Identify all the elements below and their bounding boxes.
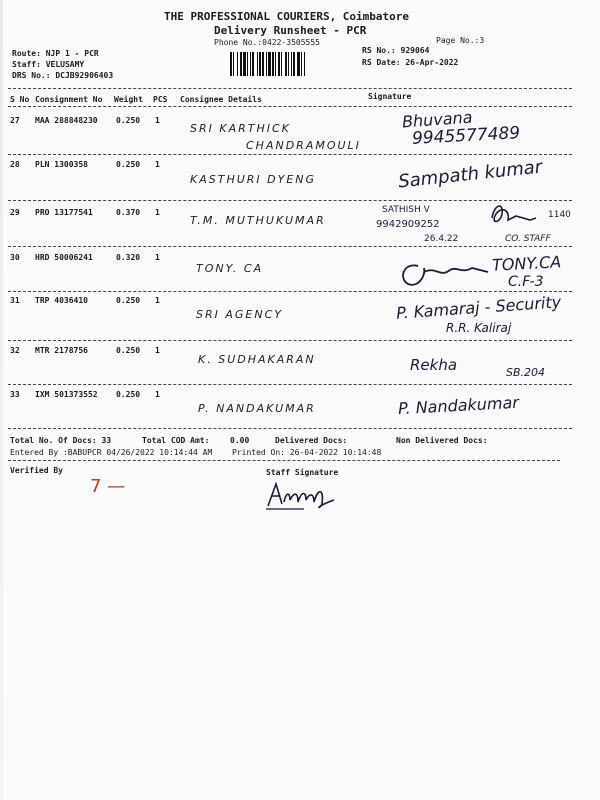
barcode-bar — [250, 52, 251, 76]
row-sno: 31 — [10, 296, 20, 305]
document-title: Delivery Runsheet - PCR — [214, 24, 367, 37]
total-cod-value: 0.00 — [230, 436, 250, 445]
barcode-bar — [237, 52, 238, 76]
row-separator — [8, 384, 572, 385]
row-sno: 27 — [10, 116, 20, 125]
row-weight: 0.250 — [116, 116, 141, 125]
row-signature: P. Kamaraj - Security — [395, 292, 562, 323]
row-weight: 0.370 — [116, 208, 141, 217]
row-signature-floor: C.F-3 — [508, 274, 544, 290]
staff-label: Staff: VELUSAMY — [12, 60, 85, 69]
col-signature: Signature — [368, 92, 412, 101]
row-weight: 0.250 — [116, 346, 141, 355]
barcode-bar — [247, 52, 248, 76]
row-signature: Bhuvana — [401, 107, 474, 132]
row-pcs: 1 — [155, 253, 160, 262]
row-consignment: PLN 1300358 — [35, 160, 88, 169]
col-consignee: Consignee Details — [180, 95, 262, 104]
col-weight: Weight — [114, 95, 143, 104]
verified-by-label: Verified By — [10, 466, 63, 475]
barcode-bar — [272, 52, 274, 76]
row-consignee: K. SUDHAKARAN — [198, 353, 316, 366]
row-pcs: 1 — [155, 208, 160, 217]
row-separator — [8, 246, 572, 247]
row-consignment: TRP 4036410 — [35, 296, 88, 305]
row-weight: 0.250 — [116, 160, 141, 169]
row-signature: Sampath kumar — [397, 156, 544, 193]
barcode-bar — [285, 52, 287, 76]
row-sno: 32 — [10, 346, 20, 355]
col-consignment: Consignment No — [35, 95, 103, 104]
row-consignment: MTR 2178756 — [35, 346, 88, 355]
scan-edge — [0, 0, 3, 800]
barcode-bar — [259, 52, 261, 76]
row-pcs: 1 — [155, 116, 160, 125]
row-pcs: 1 — [155, 160, 160, 169]
drs-number: DRS No.: DCJB92906403 — [12, 71, 114, 80]
barcode-bar — [293, 52, 295, 76]
row-consignee: TONY. CA — [196, 262, 264, 275]
row-signature-phone: 9942909252 — [376, 219, 440, 230]
page-number: Page No.:3 — [436, 36, 485, 45]
col-sno: S No — [10, 95, 30, 104]
header-bottom-rule — [8, 106, 572, 107]
row-consignee: SRI AGENCY — [196, 308, 283, 321]
footer-rule — [8, 460, 560, 461]
barcode-bar — [301, 52, 302, 76]
row-separator — [8, 291, 572, 292]
row-consignee: SRI KARTHICK — [190, 122, 291, 135]
row-consignment: IXM 501373552 — [35, 390, 98, 399]
barcode-bar — [230, 52, 232, 76]
row-signature-name: SATHISH V — [382, 205, 430, 215]
row-signature-date: 26.4.22 — [424, 234, 459, 244]
barcode-bar — [233, 52, 234, 76]
row-consignment: PRO 13177541 — [35, 208, 93, 217]
barcode-bar — [257, 52, 258, 76]
delivered-docs: Delivered Docs: — [275, 436, 348, 445]
row-pcs: 1 — [155, 390, 160, 399]
col-pcs: PCS — [153, 95, 168, 104]
row-weight: 0.320 — [116, 253, 141, 262]
row-signature: TONY.CA — [491, 252, 562, 275]
barcode-bar — [281, 52, 282, 76]
row-signature-name2: R.R. Kaliraj — [446, 321, 512, 335]
barcode — [230, 52, 344, 76]
total-cod-label: Total COD Amt: — [142, 436, 210, 445]
row-pcs: 1 — [155, 346, 160, 355]
row-signature-scribble — [486, 200, 542, 230]
row-consignee: T.M. MUTHUKUMAR — [190, 214, 326, 227]
row-weight: 0.250 — [116, 296, 141, 305]
barcode-bar — [243, 52, 246, 76]
barcode-bar — [252, 52, 254, 76]
table-bottom-rule — [8, 428, 572, 429]
verified-mark: 7 — — [90, 476, 126, 497]
row-sno: 30 — [10, 253, 20, 262]
row-consignee: P. NANDAKUMAR — [198, 402, 316, 415]
company-name: THE PROFESSIONAL COURIERS, Coimbatore — [164, 10, 410, 23]
rs-date: RS Date: 26-Apr-2022 — [362, 58, 459, 67]
row-consignment: HRD 50006241 — [35, 253, 93, 262]
barcode-bar — [262, 52, 264, 76]
non-delivered-docs: Non Delivered Docs: — [396, 436, 488, 445]
barcode-bar — [278, 52, 280, 76]
row-signature: Rekha — [410, 356, 458, 374]
printed-on: Printed On: 26-04-2022 10:14:48 — [232, 448, 382, 457]
barcode-bar — [240, 52, 242, 76]
row-signature-flat: SB.204 — [506, 366, 546, 379]
phone-number: Phone No.:0422-3505555 — [214, 38, 320, 47]
row-pcs: 1 — [155, 296, 160, 305]
row-consignment: MAA 288848230 — [35, 116, 98, 125]
row-signature-time: 1140 — [548, 210, 571, 220]
row-weight: 0.250 — [116, 390, 141, 399]
row-signature-phone: 9945577489 — [411, 123, 521, 149]
barcode-bar — [297, 52, 300, 76]
barcode-bar — [304, 52, 305, 76]
row-separator — [8, 154, 572, 155]
row-signature-remark: CO. STAFF — [505, 234, 551, 244]
barcode-bar — [288, 52, 289, 76]
barcode-bar — [268, 52, 271, 76]
staff-signature-label: Staff Signature — [266, 468, 339, 477]
staff-signature-scribble — [264, 478, 338, 512]
row-separator — [8, 340, 572, 341]
row-consignee: KASTHURI DYENG — [190, 173, 317, 186]
rs-number: RS No.: 929064 — [362, 46, 430, 55]
row-consignee-line2: CHANDRAMOULI — [246, 139, 361, 152]
row-sno: 33 — [10, 390, 20, 399]
row-sno: 28 — [10, 160, 20, 169]
entered-by: Entered By :BABUPCR 04/26/2022 10:14:44 AM — [10, 448, 213, 457]
row-signature: P. Nandakumar — [397, 392, 520, 419]
row-signature-scribble — [396, 256, 492, 290]
barcode-bar — [291, 52, 292, 76]
header-top-rule — [8, 88, 572, 89]
route-label: Route: NJP 1 - PCR — [12, 49, 99, 58]
total-docs: Total No. Of Docs: 33 — [10, 436, 112, 445]
barcode-bar — [275, 52, 276, 76]
row-sno: 29 — [10, 208, 20, 217]
barcode-bar — [266, 52, 267, 76]
